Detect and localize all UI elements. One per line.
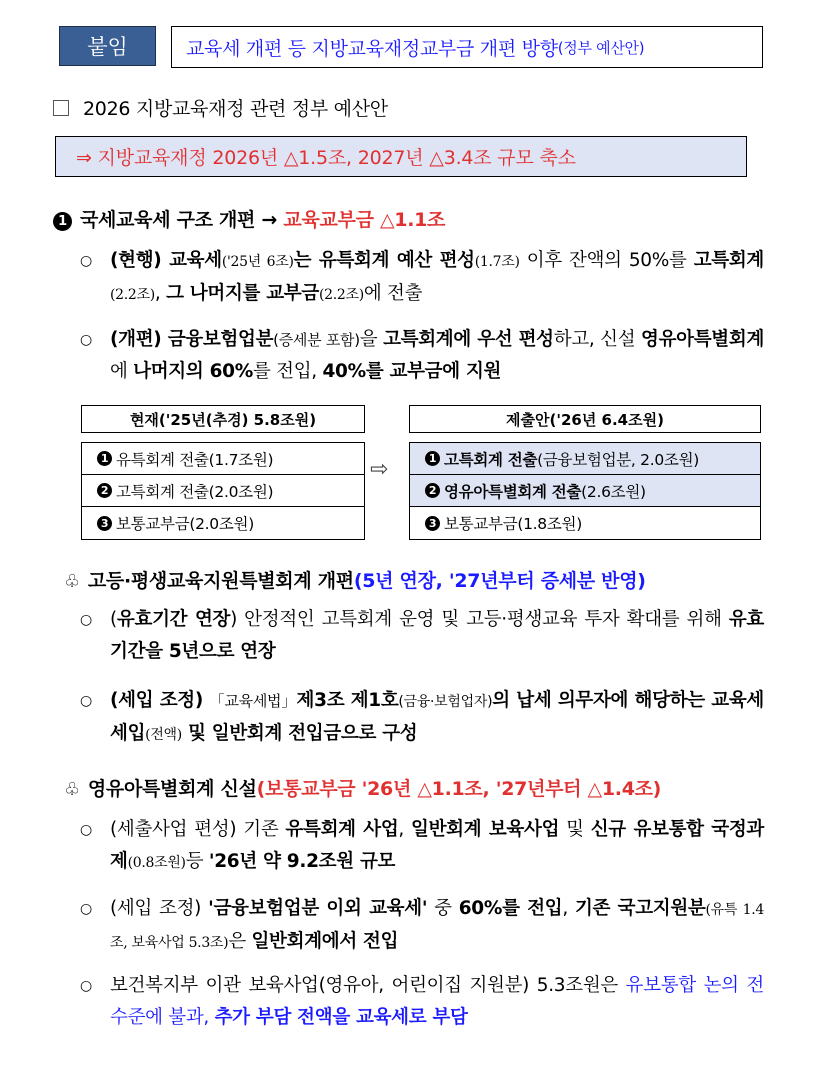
text: '26년 약 9.2조원 규모 (208, 851, 396, 872)
item2-bullet-1 (80, 604, 764, 668)
text: (유특 1.4조, 보육사업 5.3조) (110, 902, 765, 951)
circle-bullet-icon: ○ (80, 901, 92, 917)
text: 이후 잔액의 50%를 (519, 250, 694, 271)
table-row (82, 443, 364, 475)
text: 유효기간 연장 (116, 609, 231, 630)
text: 유효기간을 5년으로 연장 (110, 609, 764, 662)
number-1-icon: 1 (97, 451, 112, 466)
table-row (82, 475, 364, 507)
text: 및 일반회계 전입금으로 구성 (181, 723, 418, 744)
text: 에 전출 (363, 283, 423, 304)
text: (0.8조원) (127, 855, 186, 871)
number-2-icon: 2 (97, 483, 112, 498)
text: 에 (110, 361, 134, 382)
text: 교육세 (169, 250, 222, 271)
text: (세출사업 편성) 기존 (110, 819, 286, 840)
document-title-box (171, 26, 763, 68)
text: (증세분 포함) (273, 331, 360, 349)
circle-bullet-icon: ○ (80, 612, 92, 628)
attachment-badge (59, 26, 156, 66)
badge-label: 붙임 (87, 35, 128, 59)
item1-title-highlight: 교육교부금 △1.1조 (283, 209, 446, 231)
circle-bullet-icon: ○ (80, 253, 92, 269)
text: 및 (559, 819, 591, 840)
item2-bullet-2 (80, 685, 764, 751)
section-heading-text: 2026 지방교육재정 관련 정부 예산안 (83, 98, 388, 120)
text: 중 (427, 898, 459, 919)
square-bullet-icon (53, 100, 69, 116)
text: , (154, 283, 167, 304)
text: 하고, 신설 (553, 329, 642, 350)
text: ('25년 6조) (221, 254, 294, 270)
circle-bullet-icon: ○ (80, 822, 92, 838)
row-label: (금융보험업분, 2.0조원) (537, 450, 700, 469)
text: 은 (228, 931, 252, 952)
text: , (562, 898, 575, 919)
row-label: 보통교부금(1.8조원) (444, 515, 582, 533)
row-label-bold: 영유아특별회계 전출 (444, 482, 582, 501)
table-row (410, 475, 760, 507)
number-3-icon: 3 (425, 516, 440, 531)
current-table-header (81, 405, 365, 433)
text: 유보통합 논의 전 수준에 불과, (110, 975, 764, 1028)
item1-bullet-2 (80, 324, 764, 388)
text: ) 안정적인 고특회계 운영 및 고등·평생교육 투자 확대를 위해 (230, 609, 729, 630)
text: 영유아특별회계 (641, 329, 765, 350)
text: (전액) (145, 727, 182, 743)
item3-heading (64, 774, 661, 801)
text: 추가 부담 전액을 교육세로 부담 (214, 1007, 468, 1028)
item1-title: 국세교육세 구조 개편 → (80, 209, 278, 231)
circle-bullet-icon: ○ (80, 978, 92, 994)
current-header-text: 현재('25년(추경) 5.8조원) (129, 410, 317, 429)
item3-bullet-2 (80, 893, 764, 959)
current-table (81, 442, 365, 540)
document-title: 교육세 개편 등 지방교육재정교부금 개편 방향 (186, 37, 558, 60)
club-icon: ♧ (64, 779, 80, 800)
right-arrow-icon: ⇨ (370, 457, 389, 482)
text: , (398, 819, 412, 840)
section-heading (53, 94, 388, 121)
table-row (410, 443, 760, 475)
text: (세입 조정) (110, 898, 209, 919)
item2-heading (64, 566, 646, 593)
row-label: 유특회계 전출(1.7조원) (116, 450, 274, 469)
text: 나머지의 60% (133, 361, 253, 382)
text: 의 납세 의무자에 해당하는 교육세 세입 (110, 690, 764, 744)
document-title-sub: (정부 예산안) (557, 38, 645, 57)
text: ( (110, 609, 117, 630)
text: '금융보험업분 이외 교육세' (208, 898, 428, 919)
proposed-table (409, 442, 761, 540)
text: 유특회계 예산 편성 (318, 250, 475, 271)
item3-bullet-3 (80, 970, 764, 1034)
text: 유특회계 사업 (285, 819, 399, 840)
text: 를 전입, (252, 361, 323, 382)
text: 고특회계에 우선 편성 (383, 329, 554, 350)
row-label: (2.6조원) (581, 482, 646, 501)
item1-heading (53, 205, 445, 232)
number-1-icon: 1 (425, 451, 440, 466)
text: 신규 유보통합 국정과제 (110, 819, 764, 872)
circle-bullet-icon: ○ (80, 693, 92, 709)
text: 을 (359, 329, 384, 350)
text: 60%를 전입 (458, 898, 563, 919)
row-label: 보통교부금(2.0조원) (116, 515, 254, 533)
number-1-icon: 1 (53, 212, 72, 231)
text: (개편) 금융보험업분 (110, 329, 274, 350)
item3-bullet-1 (80, 814, 764, 879)
text: 기존 국고지원분 (574, 898, 706, 919)
text: (1.7조) (474, 254, 520, 270)
text: 40%를 교부금에 지원 (322, 361, 502, 382)
proposed-header-text: 제출안('26년 6.4조원) (506, 410, 664, 429)
row-label-bold: 고특회계 전출 (444, 450, 538, 469)
item2-title: 고등·평생교육지원특별회계 개편 (87, 570, 354, 592)
table-row (82, 507, 364, 539)
text: 고특회계 (693, 250, 765, 271)
club-icon: ♧ (64, 571, 80, 592)
summary-text: ⇒ 지방교육재정 2026년 △1.5조, 2027년 △3.4조 규모 축소 (76, 147, 576, 169)
item2-title-highlight: (5년 연장, '27년부터 증세분 반영) (353, 570, 646, 592)
text: 「교육세법」 (209, 692, 297, 710)
item1-bullet-1 (80, 245, 764, 311)
text: 일반회계 보육사업 (411, 819, 560, 840)
text: (2.2조) (110, 287, 155, 303)
text: (2.2조) (318, 287, 364, 303)
text: 그 나머지를 교부금 (166, 283, 319, 304)
text: (금융·보험업자) (398, 694, 493, 710)
circle-bullet-icon: ○ (80, 332, 92, 348)
summary-box (55, 136, 747, 177)
number-2-icon: 2 (425, 483, 440, 498)
text: 는 (293, 250, 319, 271)
text: 보건복지부 이관 보육사업(영유아, 어린이집 지원분) 5.3조원은 (110, 975, 626, 996)
text: 일반회계에서 전입 (251, 931, 399, 952)
number-3-icon: 3 (97, 516, 112, 531)
table-row (410, 507, 760, 539)
proposed-table-header (409, 405, 761, 433)
text: 제3조 제1호 (296, 690, 399, 711)
row-label: 고특회계 전출(2.0조원) (116, 482, 274, 501)
item3-title-highlight: (보통교부금 '26년 △1.1조, '27년부터 △1.4조) (256, 778, 662, 800)
text: (세입 조정) (110, 690, 210, 711)
item3-title: 영유아특별회계 신설 (87, 778, 257, 800)
text: 등 (185, 851, 209, 872)
text: (현행) (110, 250, 170, 271)
